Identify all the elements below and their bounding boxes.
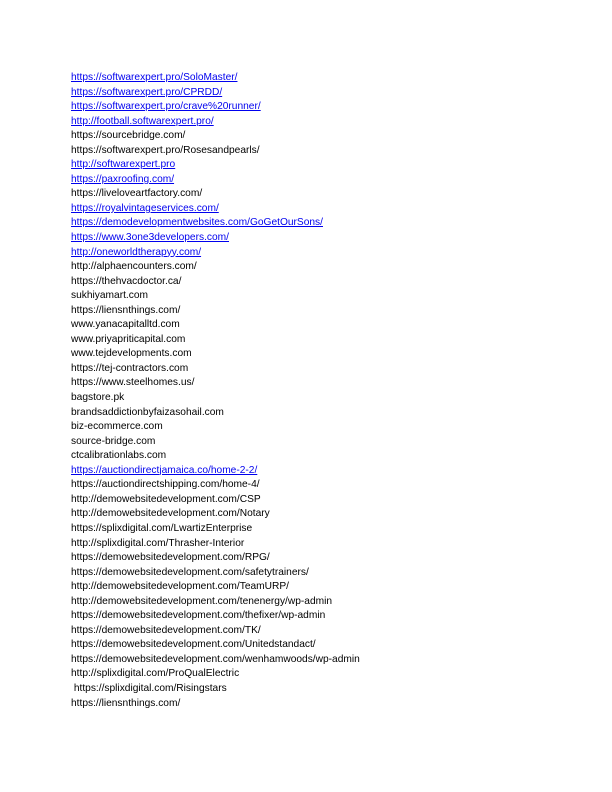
list-item (71, 333, 360, 348)
url-text: https://liveloveartfactory.com/ (71, 188, 203, 200)
url-text: https://liensnthings.com/ (71, 697, 181, 709)
list-item (71, 609, 360, 624)
list-item[interactable] (71, 246, 360, 261)
url-list (71, 71, 360, 711)
url-text: http://demowebsitedevelopment.com/tenenergy/wp-admin (71, 595, 333, 607)
url-text: sukhiyamart.com (71, 290, 148, 302)
url-text: ctcalibrationlabs.com (71, 450, 167, 462)
list-item (71, 682, 360, 697)
url-link[interactable]: https://royalvintageservices.com/ (71, 202, 219, 214)
list-item (71, 537, 360, 552)
list-item (71, 347, 360, 362)
url-text: source-bridge.com (71, 435, 156, 447)
list-item (71, 551, 360, 566)
list-item (71, 697, 360, 712)
list-item (71, 318, 360, 333)
url-text: https://demowebsitedevelopment.com/TK/ (71, 624, 261, 636)
list-item (71, 449, 360, 464)
url-text: http://demowebsitedevelopment.com/TeamURP/ (71, 581, 290, 593)
list-item (71, 566, 360, 581)
list-item (71, 595, 360, 610)
list-item (71, 420, 360, 435)
list-item (71, 493, 360, 508)
list-item[interactable] (71, 100, 360, 115)
url-text: https://demowebsitedevelopment.com/RPG/ (71, 552, 270, 564)
list-item (71, 391, 360, 406)
list-item (71, 667, 360, 682)
url-text: https://demowebsitedevelopment.com/thefixer/wp-admin (71, 610, 326, 622)
url-link[interactable]: https://softwarexpert.pro/CPRDD/ (71, 86, 223, 98)
list-item (71, 406, 360, 421)
list-item (71, 129, 360, 144)
list-item[interactable] (71, 115, 360, 130)
list-item (71, 638, 360, 653)
url-link[interactable]: http://football.softwarexpert.pro/ (71, 115, 214, 127)
url-text: https://liensnthings.com/ (71, 304, 181, 316)
url-text: brandsaddictionbyfaizasohail.com (71, 406, 224, 418)
list-item (71, 376, 360, 391)
url-text: http://splixdigital.com/ProQualElectric (71, 668, 240, 680)
url-text: https://splixdigital.com/LwartizEnterprise (71, 522, 253, 534)
list-item[interactable] (71, 173, 360, 188)
list-item[interactable] (71, 464, 360, 479)
url-text: http://splixdigital.com/Thrasher-Interior (71, 537, 245, 549)
list-item (71, 304, 360, 319)
url-text: https://thehvacdoctor.ca/ (71, 275, 182, 287)
list-item[interactable] (71, 86, 360, 101)
url-text: https://demowebsitedevelopment.com/wenhamwoods/wp-admin (71, 653, 360, 665)
url-link[interactable]: https://softwarexpert.pro/crave%20runner/ (71, 101, 261, 113)
url-text: bagstore.pk (71, 392, 125, 404)
url-link[interactable]: https://softwarexpert.pro/SoloMaster/ (71, 72, 238, 83)
list-item[interactable] (71, 202, 360, 217)
url-text: http://demowebsitedevelopment.com/Notary (71, 508, 270, 520)
list-item (71, 260, 360, 275)
url-link[interactable]: https://www.3one3developers.com/ (71, 232, 229, 244)
url-text: www.tejdevelopments.com (71, 348, 192, 360)
list-item[interactable] (71, 231, 360, 246)
list-item (71, 144, 360, 159)
url-link[interactable]: https://demodevelopmentwebsites.com/GoGetOurSons/ (71, 217, 323, 229)
url-text: http://alphaencounters.com/ (71, 261, 197, 273)
url-text: www.yanacapitalltd.com (71, 319, 180, 331)
list-item (71, 624, 360, 639)
list-item (71, 522, 360, 537)
list-item (71, 653, 360, 668)
url-link[interactable]: https://paxroofing.com/ (71, 173, 175, 185)
list-item (71, 580, 360, 595)
url-link[interactable]: http://softwarexpert.pro (71, 159, 176, 171)
list-item (71, 435, 360, 450)
url-text: https://demowebsitedevelopment.com/safetytrainers/ (71, 566, 309, 578)
list-item (71, 187, 360, 202)
list-item (71, 362, 360, 377)
url-text: https://demowebsitedevelopment.com/Unitedstandact/ (71, 639, 316, 651)
url-text: https://splixdigital.com/Risingstars (71, 682, 227, 694)
list-item[interactable] (71, 71, 360, 86)
url-text: https://sourcebridge.com/ (71, 130, 186, 142)
url-text: http://demowebsitedevelopment.com/CSP (71, 493, 261, 505)
url-text: https://tej-contractors.com (71, 362, 189, 374)
list-item[interactable] (71, 216, 360, 231)
list-item[interactable] (71, 158, 360, 173)
url-text: https://softwarexpert.pro/Rosesandpearls/ (71, 144, 260, 156)
url-link[interactable]: https://auctiondirectjamaica.co/home-2-2/ (71, 464, 258, 476)
list-item (71, 507, 360, 522)
url-link[interactable]: http://oneworldtherapyy.com/ (71, 246, 202, 258)
list-item (71, 289, 360, 304)
list-item (71, 275, 360, 290)
url-text: https://www.steelhomes.us/ (71, 377, 195, 389)
url-text: biz-ecommerce.com (71, 421, 163, 433)
url-text: https://auctiondirectshipping.com/home-4/ (71, 479, 260, 491)
list-item (71, 478, 360, 493)
url-text: www.priyapriticapital.com (71, 333, 186, 345)
